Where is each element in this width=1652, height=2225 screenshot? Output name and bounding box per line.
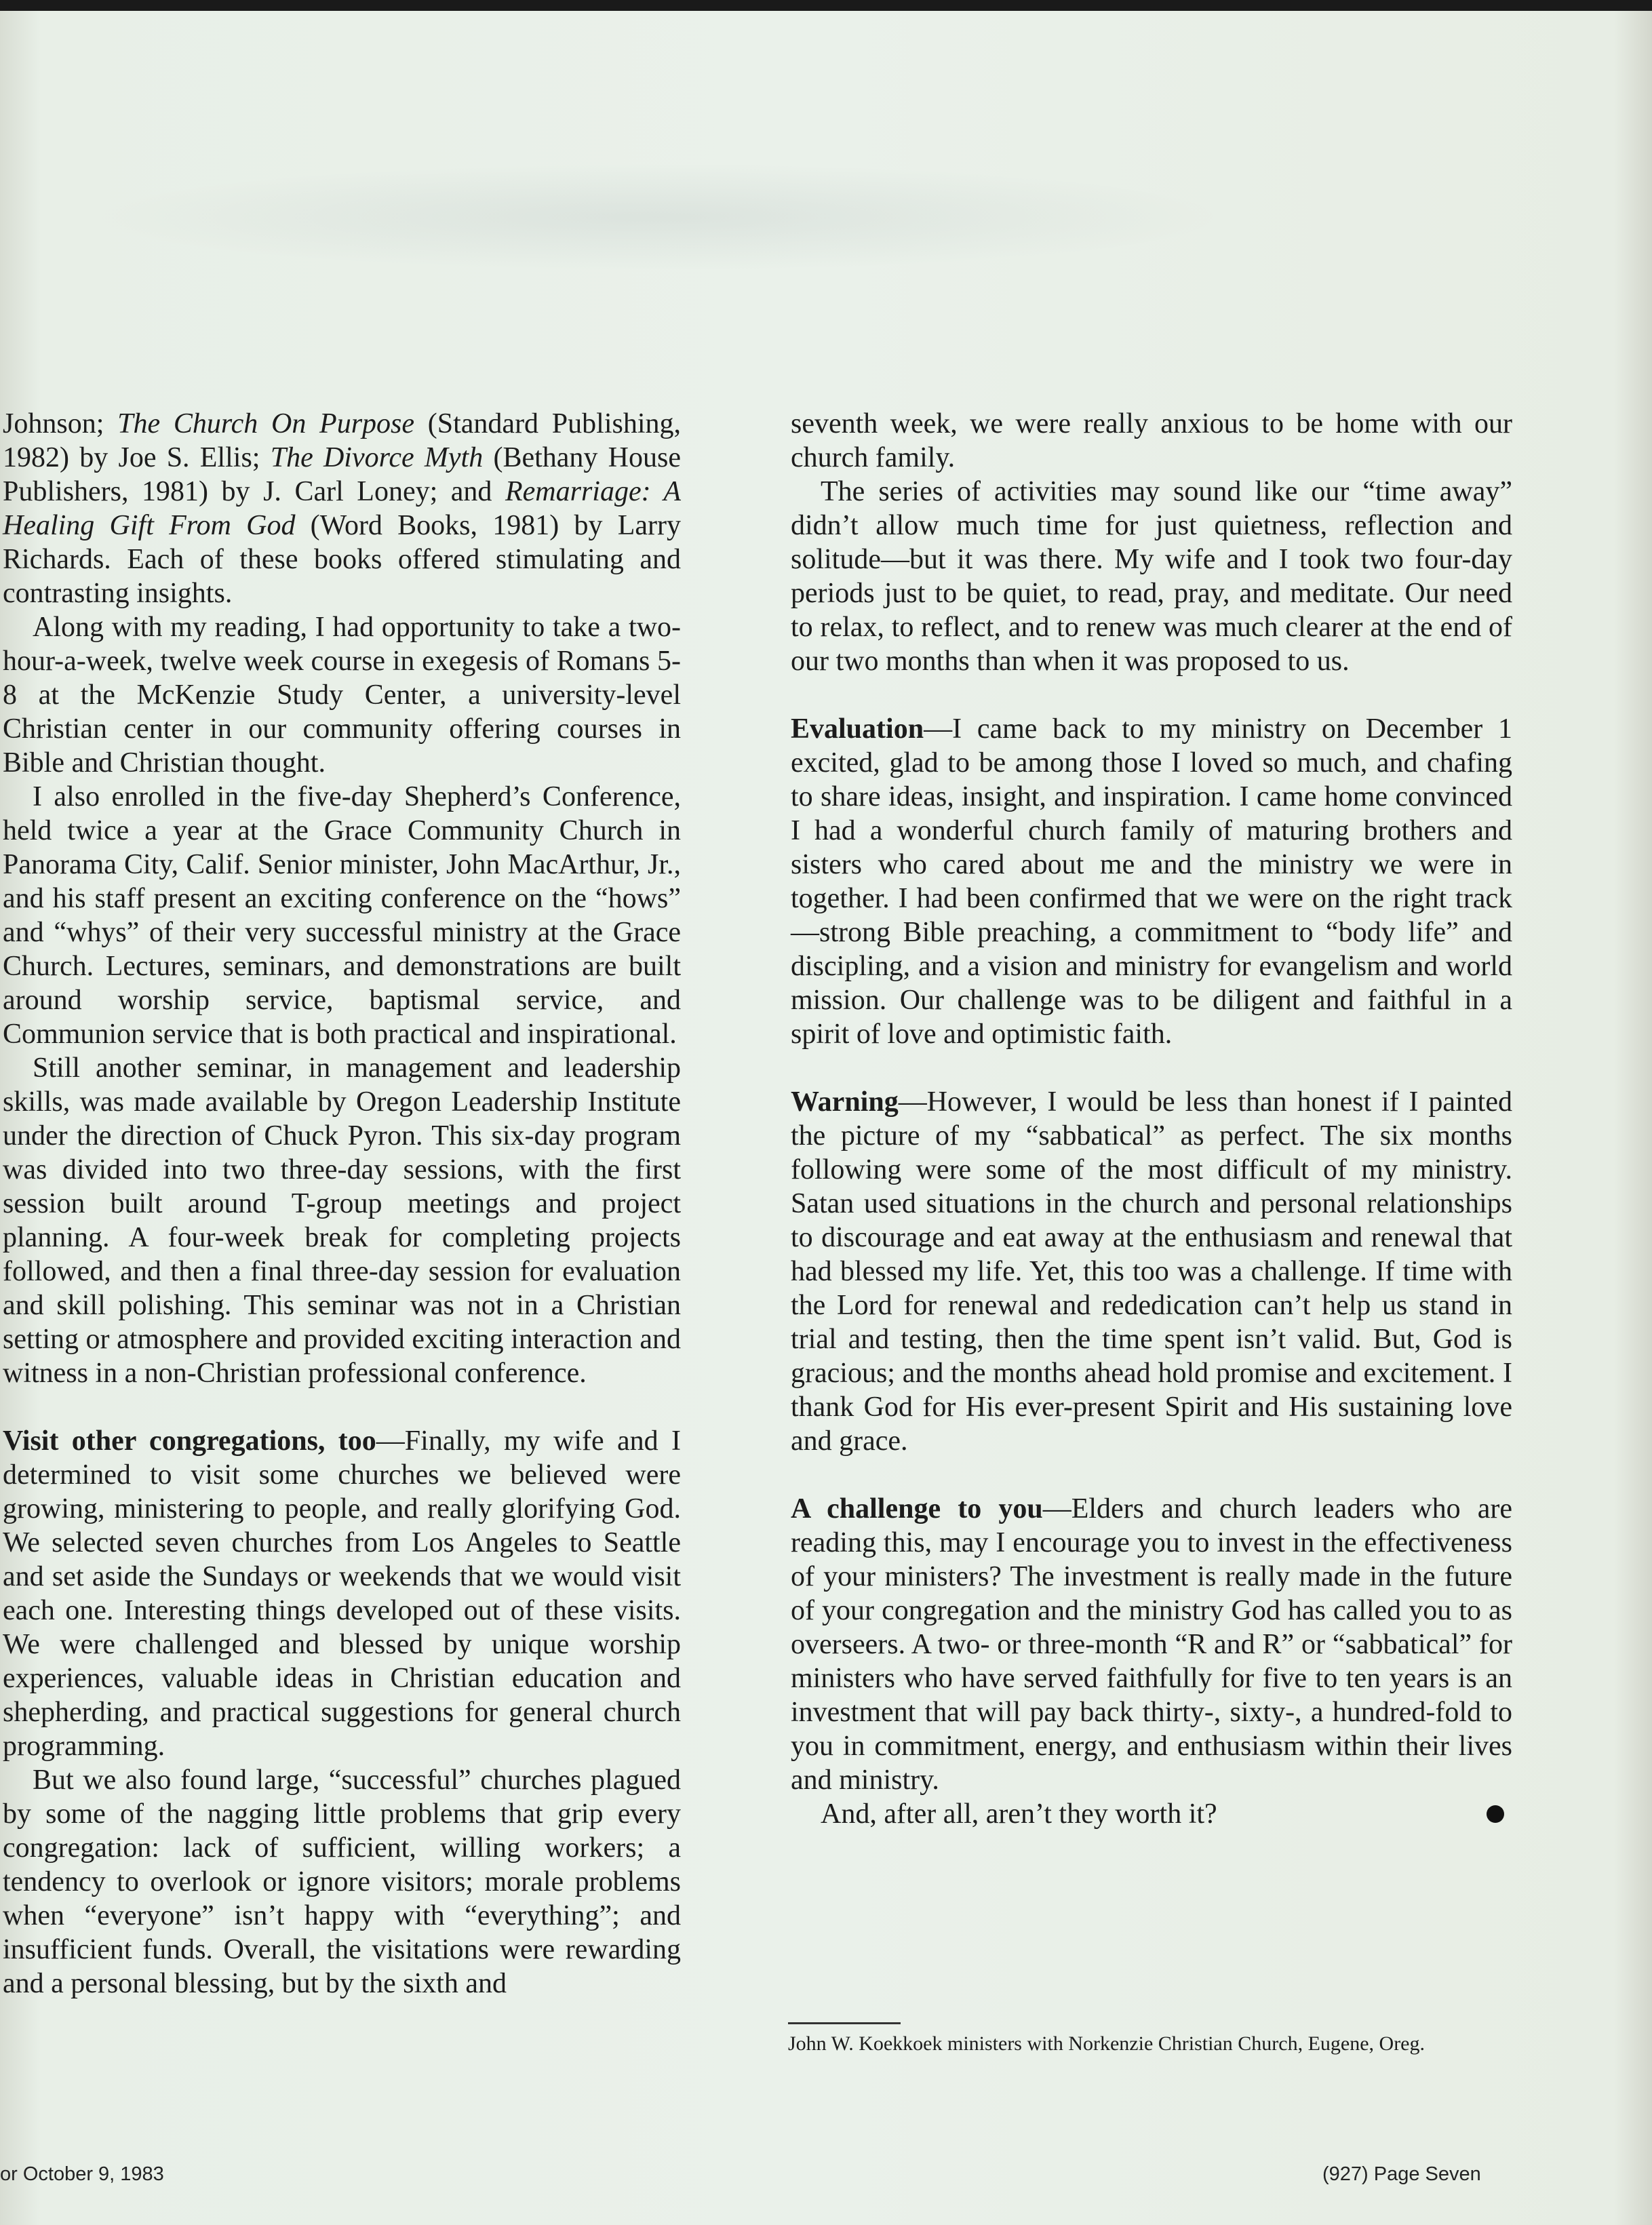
evaluation-section: Evaluation—I came back to my ministry on December 1 excited, glad to be among those I loved so much, and chafing to share ideas, insight, and inspiration. I came home convinced I had a wonderful church family of maturing brothers and sisters who cared about me and the ministry we were in together. I had been confirmed that we were on the right track—strong Bible preaching, a commitment to “body life” and discipling, and a vision and ministry for evangelism and world mission. Our challenge was to be diligent and faithful in a spirit of love and optimistic faith. (791, 713, 1512, 1050)
challenge-section: A challenge to you—Elders and church leaders who are reading this, may I encourage you to invest in the effectiveness of your ministers? The investment is really made in the future of your congregation and the ministry God has called you to as overseers. A two- or three-month “R and R” or “sabbatical” for ministers who have served faithfully for five to ten years is an investment that will pay back thirty-, sixty-, a hundred-fold to you in commitment, energy, and enthusiasm within their lives and ministry. (791, 1493, 1512, 1796)
show-through-bleed (81, 163, 1234, 271)
closing-paragraph: And, after all, aren’t they worth it? (791, 1797, 1512, 1831)
book-title: Remarriage: A Healing Gift From God (3, 476, 682, 541)
section-heading: A challenge to you (791, 1493, 1043, 1524)
section-heading: Visit other congregations, too (3, 1425, 376, 1457)
time-away-paragraph: The series of activities may sound like our “time away” didn’t allow much time for just quietness, reflection and solitude—but it was there. My wife and I took two four-day periods just to be quiet, to read, pray, and meditate. Our need to relax, to reflect, and to renew was much clearer at the end of our two months than when it was proposed to us. (791, 476, 1512, 677)
left-column (3, 407, 681, 2001)
reading-course-paragraph: Along with my reading, I had opportunity to take a two-hour-a-week, twelve week course in exegesis of Romans 5-8 at the McKenzie Study Center, a university-level Christian center in our community offering courses in Bible and Christian thought. (3, 612, 681, 779)
large-churches-paragraph: But we also found large, “successful” churches plagued by some of the nagging little problems that grip every congregation: lack of sufficient, willing workers; a tendency to overlook or ignore visitors; morale problems when “everyone” isn’t happy with “everything”; and insufficient funds. Overall, the visitations were rewarding and a personal blessing, but by the sixth and (3, 1765, 681, 1999)
book-title: The Church On Purpose (117, 408, 415, 439)
bio-divider (788, 2022, 901, 2024)
section-heading: Warning (791, 1086, 899, 1118)
visit-congregations-section: Visit other congregations, too—Finally, my wife and I determined to visit some churches we believed were growing, ministering to people, and really glorifying God. We selected seven churches from Los Angeles to Seattle and set aside the Sundays or weekends that we would visit each one. Interesting things developed out of these visits. We were challenged and blessed by unique worship experiences, valuable ideas in Christian education and shepherding, and practical suggestions for general church programming. (3, 1425, 681, 1762)
book-list-paragraph: Johnson; The Church On Purpose (Standard Publishing, 1982) by Joe S. Ellis; The Divorce Myth (Bethany House Publishers, 1981) by J. Carl Loney; and Remarriage: A Healing Gift From God (Word Books, 1981) by Larry Richards. Each of these books offered stimulating and contrasting insights. (3, 408, 682, 609)
footer-page-number: (927) Page Seven (1322, 2163, 1481, 2185)
continued-paragraph: seventh week, we were really anxious to be home with our church family. (791, 408, 1512, 473)
book-title: The Divorce Myth (270, 442, 484, 473)
leadership-seminar-paragraph: Still another seminar, in management and leadership skills, was made available by Oregon Leadership Institute under the direction of Chuck Pyron. This six-day program was divided into two three-day sessions, with the first session built around T-group meetings and project planning. A four-week break for completing projects followed, and then a final three-day session for evaluation and skill polishing. This seminar was not in a Christian setting or atmosphere and provided exciting interaction and witness in a non-Christian professional conference. (3, 1052, 681, 1389)
scan-top-edge (0, 0, 1652, 11)
end-mark-icon (1487, 1805, 1504, 1823)
section-heading: Evaluation (791, 713, 924, 745)
author-bio: John W. Koekkoek ministers with Norkenzie Christian Church, Eugene, Oreg. (788, 2032, 1425, 2055)
warning-section: Warning—However, I would be less than honest if I painted the picture of my “sabbatical” as perfect. The six months following were some of the most difficult of my ministry. Satan used situations in the church and personal relationships to discourage and eat away at the enthusiasm and renewal that had blessed my life. Yet, this too was a challenge. If time with the Lord for renewal and rededication can’t help us stand in trial and testing, then the time spent isn’t valid. But, God is gracious; and the months ahead hold promise and excitement. I thank God for His ever-present Spirit and His sustaining love and grace. (791, 1086, 1512, 1457)
right-column (791, 407, 1512, 1831)
shepherds-conference-paragraph: I also enrolled in the five-day Shepherd’s Conference, held twice a year at the Grace Community Church in Panorama City, Calif. Senior minister, John MacArthur, Jr., and his staff present an exciting conference on the “hows” and “whys” of their very successful ministry at the Grace Church. Lectures, seminars, and demonstrations are built around worship service, baptismal service, and Communion service that is both practical and inspirational. (3, 781, 681, 1050)
footer-date: or October 9, 1983 (0, 2163, 164, 2185)
